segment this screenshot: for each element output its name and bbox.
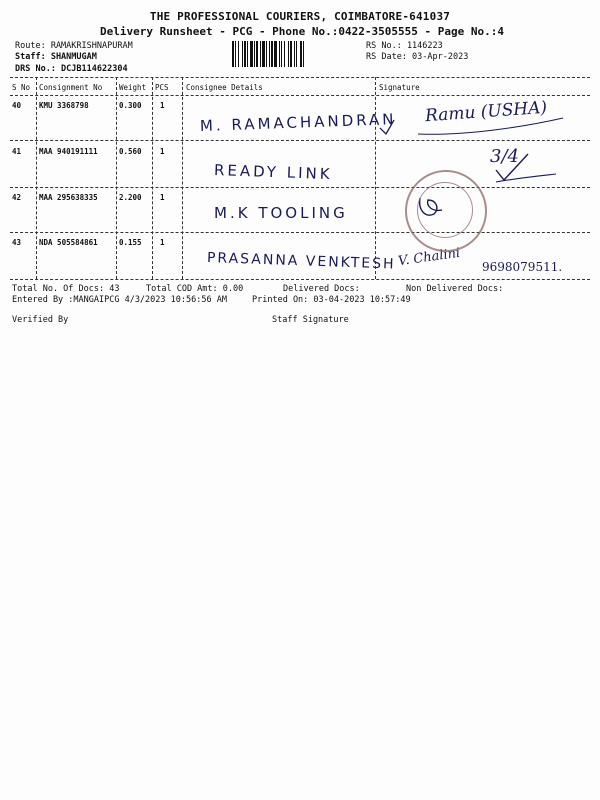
row-pcs: 1 <box>160 101 165 110</box>
row-consignment: MAA 295638335 <box>39 193 98 202</box>
printed-on: Printed On: 03-04-2023 10:57:49 <box>252 295 411 305</box>
col-header-weight: Weight <box>119 83 147 92</box>
delivered-docs: Delivered Docs: <box>283 284 360 294</box>
row-sno: 40 <box>12 101 22 110</box>
row-weight: 0.300 <box>119 101 142 110</box>
drs-number: DRS No.: DCJB114622304 <box>15 64 128 74</box>
col-header-consignment: Consignment No <box>39 83 103 92</box>
stamp-inner-ring <box>417 182 473 238</box>
signature-flourish <box>418 118 563 134</box>
row-consignee: READY LINK <box>213 161 333 184</box>
column-divider <box>116 77 117 279</box>
total-cod: Total COD Amt: 0.00 <box>146 284 244 294</box>
total-docs: Total No. Of Docs: 43 <box>12 284 120 294</box>
barcode-bar <box>304 41 306 67</box>
column-divider <box>375 77 376 279</box>
column-divider <box>152 77 153 279</box>
row-pcs: 1 <box>160 193 165 202</box>
row-weight: 0.560 <box>119 147 142 156</box>
page-title: THE PROFESSIONAL COURIERS, COIMBATORE-641037 <box>149 10 451 23</box>
check-mark <box>496 154 528 180</box>
row-signature: Ramu (USHA) <box>424 97 548 127</box>
company-stamp <box>405 170 487 252</box>
row-consignee: M.K TOOLING <box>214 204 348 222</box>
rs-number: RS No.: 1146223 <box>366 41 443 51</box>
non-delivered-docs: Non Delivered Docs: <box>406 284 504 294</box>
col-header-signature: Signature <box>379 83 420 92</box>
phone-note: 9698079511. <box>482 260 563 274</box>
table-top-rule <box>10 77 590 78</box>
row-consignee: M. RAMACHANDRAN <box>199 110 397 135</box>
row-sno: 42 <box>12 193 22 202</box>
row-consignment: MAA 940191111 <box>39 147 98 156</box>
row-pcs: 1 <box>160 238 165 247</box>
row-consignee: PRASANNA VENKTESH <box>206 250 396 273</box>
page-subtitle: Delivery Runsheet - PCG - Phone No.:0422-3505555 - Page No.:4 <box>100 25 504 38</box>
verified-by: Verified By <box>12 315 69 325</box>
check-mark <box>380 120 394 134</box>
row-consignment: KMU 3368798 <box>39 101 89 110</box>
rs-date: RS Date: 03-Apr-2023 <box>366 52 469 62</box>
entered-by: Entered By :MANGAIPCG 4/3/2023 10:56:56 AM <box>12 295 227 305</box>
column-divider <box>36 77 37 279</box>
col-header-consignee: Consignee Details <box>186 83 263 92</box>
staff-signature: Staff Signature <box>272 315 349 325</box>
col-header-sno: S No <box>12 83 31 92</box>
staff-label: Staff: SHANMUGAM <box>15 52 97 62</box>
row-signature: V. Chalini <box>397 245 462 270</box>
row-consignment: NDA 505584861 <box>39 238 98 247</box>
row-sno: 41 <box>12 147 22 156</box>
row-sno: 43 <box>12 238 22 247</box>
row-pcs: 1 <box>160 147 165 156</box>
row-weight: 0.155 <box>119 238 142 247</box>
column-divider <box>182 77 183 279</box>
col-header-pcs: PCS <box>155 83 169 92</box>
barcode <box>232 41 360 67</box>
row-signature: 3/4 <box>490 146 519 167</box>
row-weight: 2.200 <box>119 193 142 202</box>
route-label: Route: RAMAKRISHNAPURAM <box>15 41 133 51</box>
